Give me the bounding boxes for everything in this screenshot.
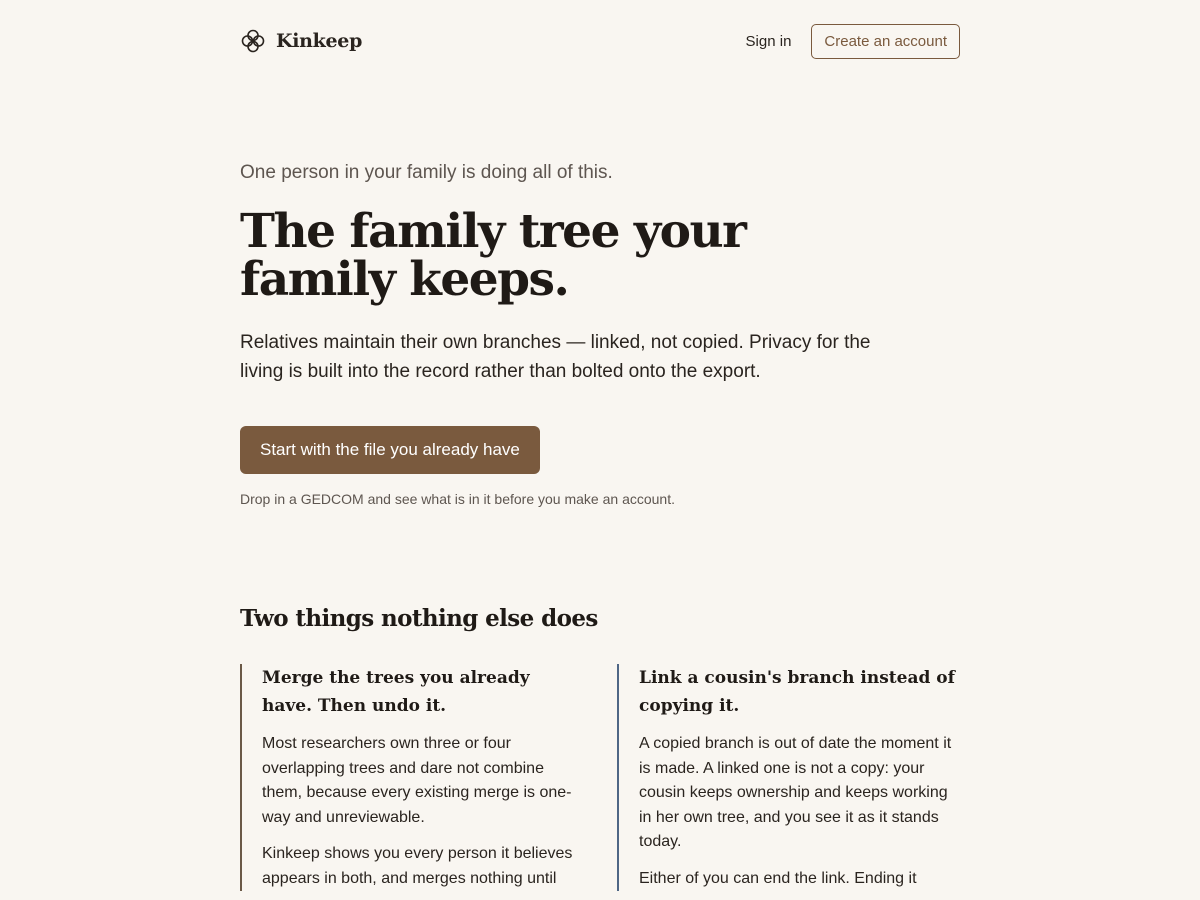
feature-paragraph: Kinkeep shows you every person it believes appears in both, and merges nothing until — [262, 845, 573, 887]
hero-lede: Relatives maintain their own branches — linked, not copied. Privacy for the living is built into the record rather than bolted onto the export. — [240, 332, 871, 382]
feature-merge — [240, 664, 583, 891]
feature-title: Link a cousin's branch instead of copying it. — [639, 668, 955, 716]
header-actions — [746, 24, 960, 59]
page — [240, 0, 960, 891]
brand-name: Kinkeep — [276, 30, 363, 52]
create-account-button[interactable]: Create an account — [811, 24, 960, 59]
features-title: Two things nothing else does — [240, 605, 598, 632]
top-nav — [240, 0, 960, 82]
feature-paragraph: Either of you can end the link. Ending it — [639, 869, 917, 887]
hero-headline: The family tree your family keeps. — [240, 204, 746, 307]
knot-icon — [240, 28, 266, 54]
features-section — [240, 605, 960, 891]
hero — [240, 162, 960, 507]
features-grid — [240, 664, 960, 891]
brand-home-link[interactable] — [240, 28, 362, 54]
sign-in-link[interactable]: Sign in — [745, 32, 792, 50]
feature-paragraph: Most researchers own three or four overlapping trees and dare not combine them, because every existing merge is one-way and unreviewable. — [262, 735, 572, 826]
feature-paragraph: A copied branch is out of date the moment it is made. A linked one is not a copy: your cousin keeps ownership and keeps working in her own tree, and you see it as it stands today. — [639, 735, 952, 850]
hero-eyebrow: One person in your family is doing all of this. — [240, 162, 613, 183]
feature-title: Merge the trees you already have. Then undo it. — [262, 668, 530, 716]
feature-link-branch — [617, 664, 960, 891]
cta-note: Drop in a GEDCOM and see what is in it before you make an account. — [240, 491, 675, 507]
start-with-file-button[interactable]: Start with the file you already have — [240, 426, 540, 474]
